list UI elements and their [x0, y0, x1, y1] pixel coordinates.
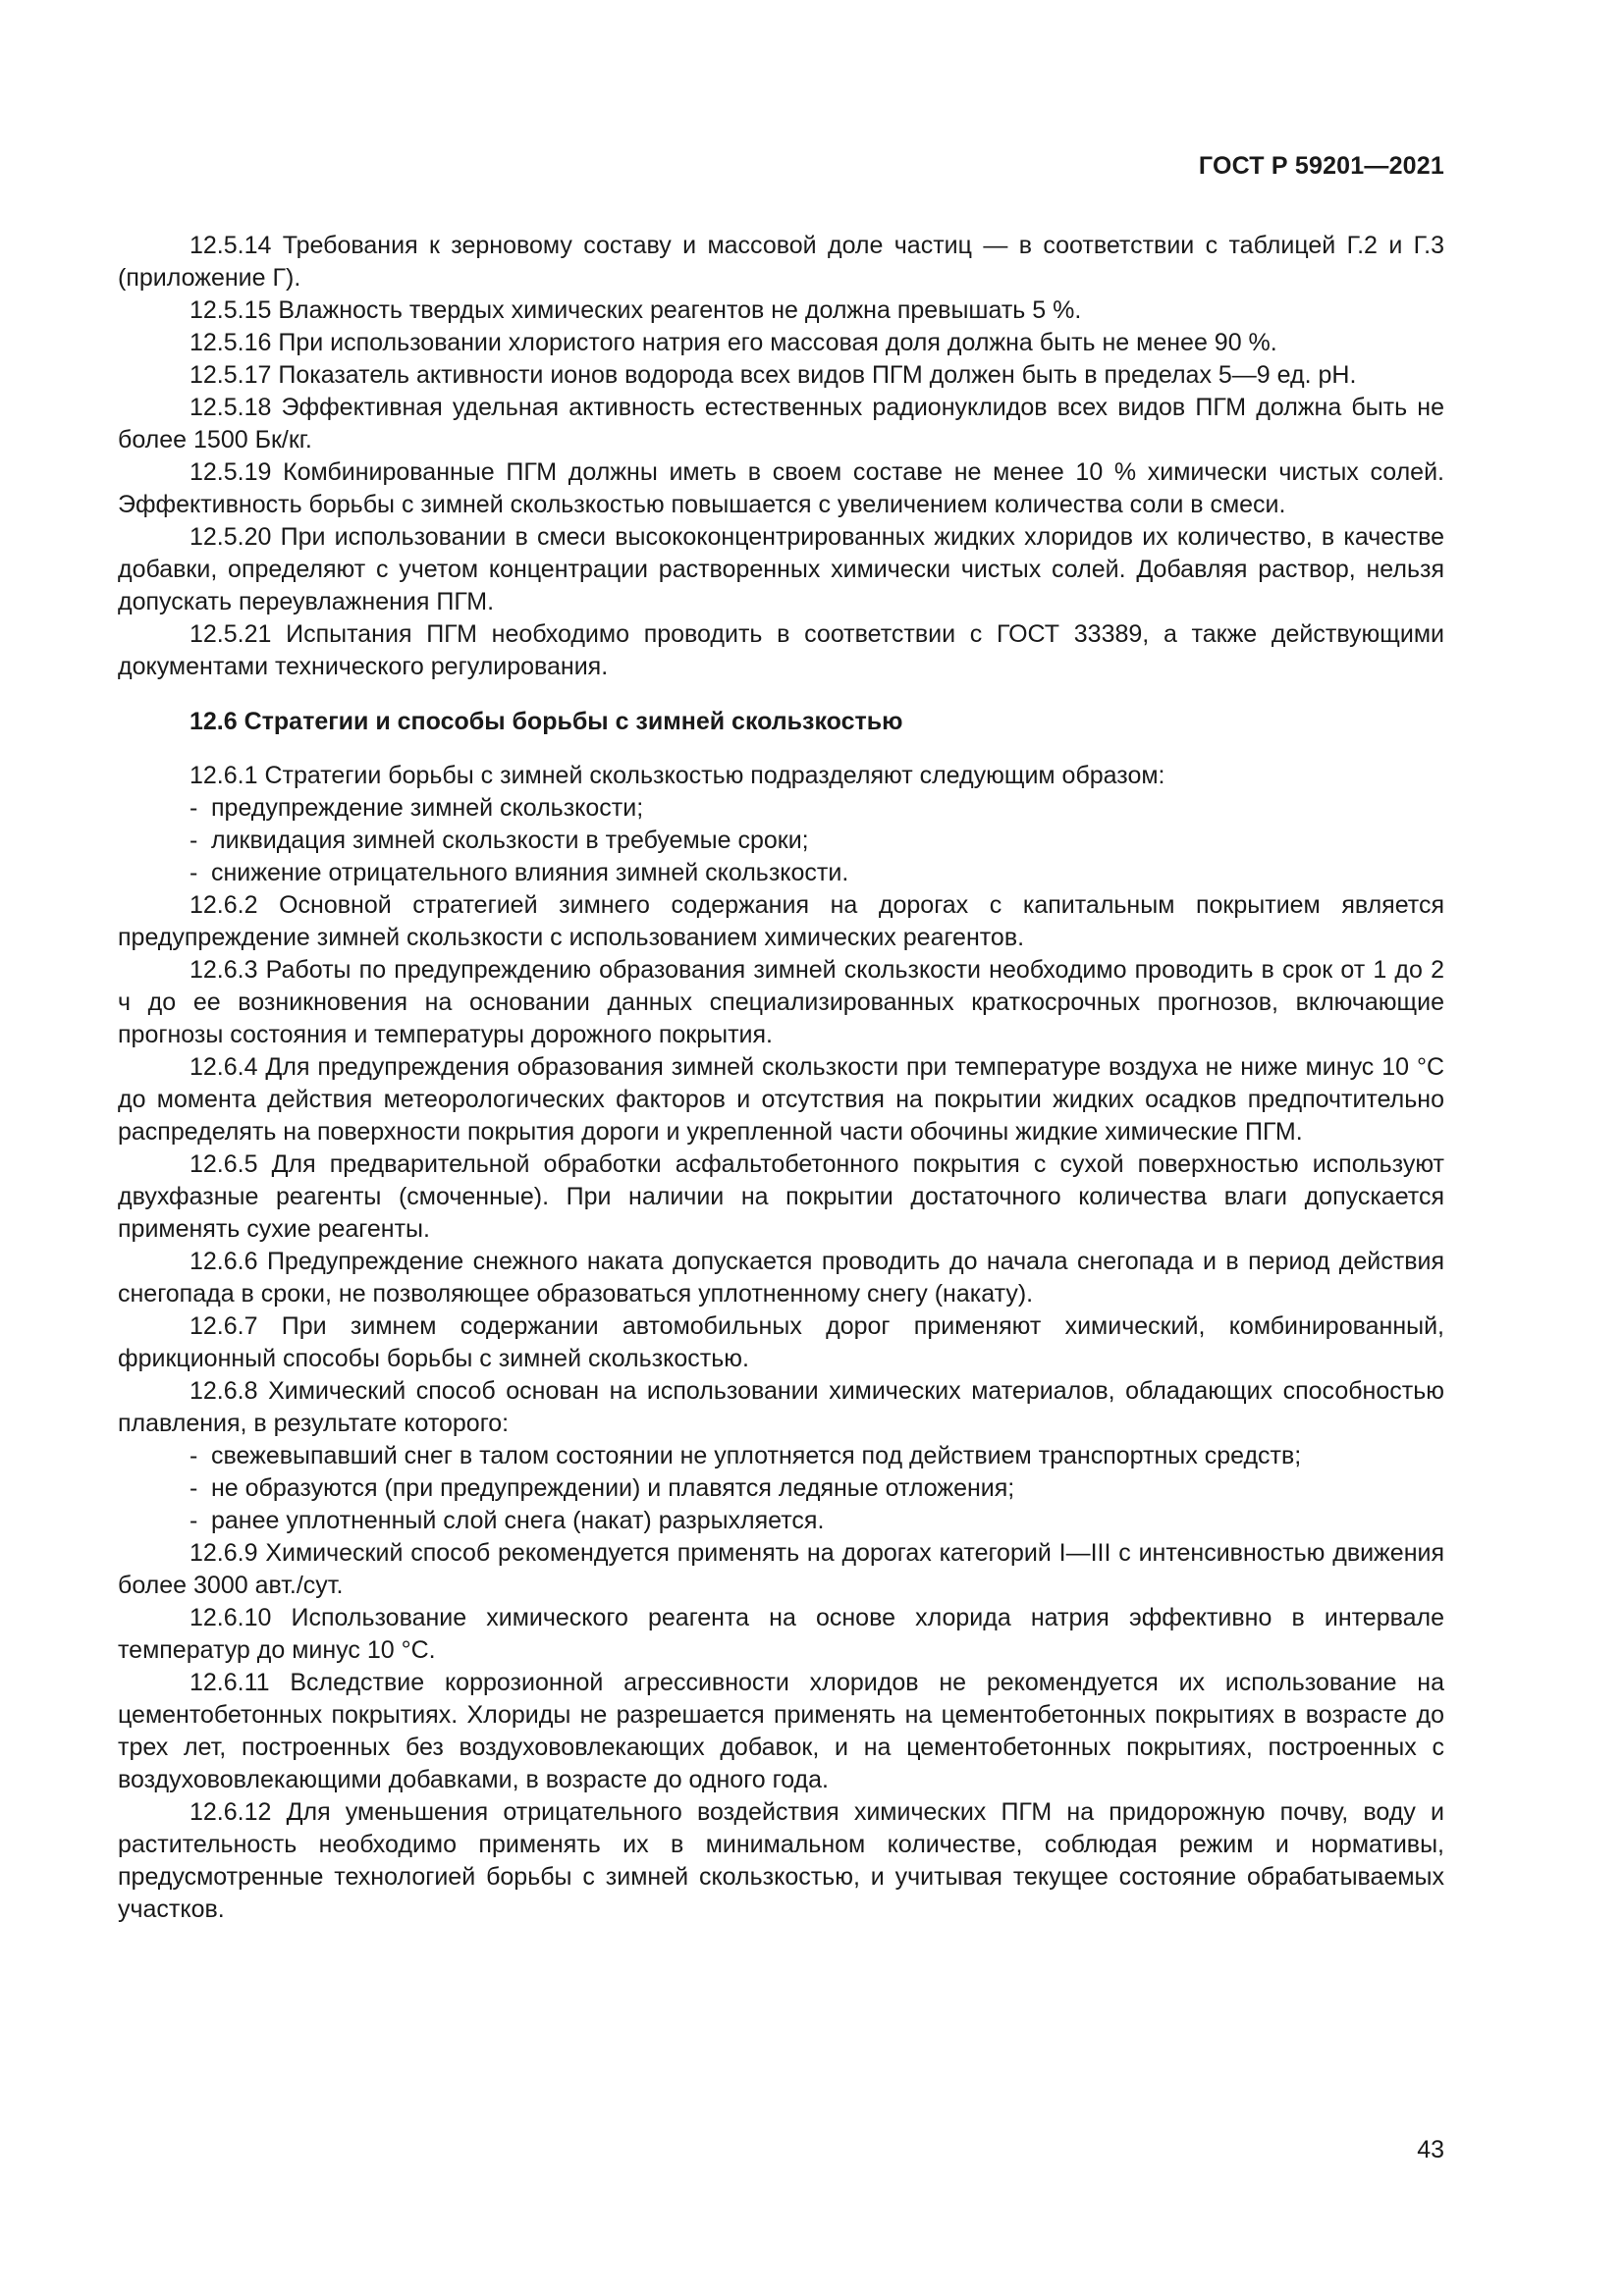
- list-dash: -: [189, 1442, 198, 1469]
- list-item: [118, 1505, 1444, 1537]
- paragraph-12-5-21: 12.5.21 Испытания ПГМ необходимо проводить в соответствии с ГОСТ 33389, а также действующими документами технического регулирования.: [118, 620, 1444, 680]
- paragraph-12-6-10: 12.6.10 Использование химического реагента на основе хлорида натрия эффективно в интервале температур до минус 10 °С.: [118, 1604, 1444, 1664]
- list-dash: -: [189, 794, 198, 822]
- page-number: 43: [1417, 2136, 1444, 2163]
- paragraph-12-5-18: 12.5.18 Эффективная удельная активность естественных радионуклидов всех видов ПГМ должна быть не более 1500 Бк/кг.: [118, 394, 1444, 454]
- paragraph-12-6-5: 12.6.5 Для предварительной обработки асфальтобетонного покрытия с сухой поверхностью используют двухфазные реагенты (смоченные). При наличии на покрытии достаточного количества влаги допускается применять сухие реагенты.: [118, 1150, 1444, 1243]
- paragraph-12-5-20: 12.5.20 При использовании в смеси высококонцентрированных жидких хлоридов их количество, в качестве добавки, определяют с учетом концентрации растворенных химически чистых солей. Добавляя раствор, нельзя допускать переувлажнения ПГМ.: [118, 523, 1444, 615]
- paragraph-12-6-3: 12.6.3 Работы по предупреждению образования зимней скользкости необходимо проводить в срок от 1 до 2 ч до ее возникновения на основании данных специализированных краткосрочных прогнозов, включающие прогнозы состояния и температуры дорожного покрытия.: [118, 956, 1444, 1048]
- paragraph-12-6-1: 12.6.1 Стратегии борьбы с зимней скользкостью подразделяют следующим образом:: [189, 762, 1165, 789]
- paragraph-12-6-6: 12.6.6 Предупреждение снежного наката допускается проводить до начала снегопада и в период действия снегопада в сроки, не позволяющее образоваться уплотненному снегу (накату).: [118, 1248, 1444, 1308]
- list-item: [118, 825, 1444, 857]
- list-item-text: ликвидация зимней скользкости в требуемые сроки;: [211, 827, 809, 854]
- paragraph-12-5-16: 12.5.16 При использовании хлористого натрия его массовая доля должна быть не менее 90 %.: [189, 329, 1277, 356]
- paragraph-12-6-9: 12.6.9 Химический способ рекомендуется применять на дорогах категорий I—III с интенсивностью движения более 3000 авт./сут.: [118, 1539, 1444, 1599]
- document-code-header: ГОСТ Р 59201—2021: [1198, 152, 1444, 180]
- list-item: [118, 792, 1444, 825]
- paragraph-12-5-14: 12.5.14 Требования к зерновому составу и массовой доле частиц — в соответствии с таблицей Г.2 и Г.3 (приложение Г).: [118, 232, 1444, 292]
- list-item-text: свежевыпавший снег в талом состоянии не уплотняется под действием транспортных средств;: [211, 1442, 1302, 1469]
- paragraph-12-6-7: 12.6.7 При зимнем содержании автомобильных дорог применяют химический, комбинированный, фрикционный способы борьбы с зимней скользкостью.: [118, 1312, 1444, 1372]
- paragraph-12-6-4: 12.6.4 Для предупреждения образования зимней скользкости при температуре воздуха не ниже минус 10 °С до момента действия метеорологических факторов и отсутствия на покрытии жидких осадков предпочтительно распределять на поверхности покрытия дороги и укрепленной части обочины жидкие химические ПГМ.: [118, 1053, 1444, 1146]
- paragraph-12-6-12: 12.6.12 Для уменьшения отрицательного воздействия химических ПГМ на придорожную почву, воду и растительность необходимо применять их в минимальном количестве, соблюдая режим и нормативы, предусмотренные технологией борьбы с зимней скользкостью, и учитывая текущее состояние обрабатываемых участков.: [118, 1798, 1444, 1923]
- list-dash: -: [189, 1474, 198, 1502]
- list-dash: -: [189, 859, 198, 886]
- list-item-text: не образуются (при предупреждении) и плавятся ледяные отложения;: [211, 1474, 1015, 1502]
- list-item: [118, 1472, 1444, 1505]
- list-item-text: ранее уплотненный слой снега (накат) разрыхляется.: [211, 1507, 825, 1534]
- list-dash: -: [189, 827, 198, 854]
- list-item: [118, 857, 1444, 889]
- paragraph-12-5-17: 12.5.17 Показатель активности ионов водорода всех видов ПГМ должен быть в пределах 5—9 ед. рН.: [189, 361, 1357, 389]
- list-dash: -: [189, 1507, 198, 1534]
- paragraph-12-6-2: 12.6.2 Основной стратегией зимнего содержания на дорогах с капитальным покрытием является предупреждение зимней скользкости с использованием химических реагентов.: [118, 891, 1444, 951]
- list-item: [118, 1440, 1444, 1472]
- paragraph-12-5-19: 12.5.19 Комбинированные ПГМ должны иметь в своем составе не менее 10 % химически чистых солей. Эффективность борьбы с зимней скользкостью повышается с увеличением количества соли в смеси.: [118, 458, 1444, 518]
- document-body: [118, 230, 1444, 1926]
- list-item-text: снижение отрицательного влияния зимней скользкости.: [211, 859, 849, 886]
- section-heading-12-6: 12.6 Стратегии и способы борьбы с зимней скользкостью: [189, 708, 903, 735]
- paragraph-12-6-8: 12.6.8 Химический способ основан на использовании химических материалов, обладающих способностью плавления, в результате которого:: [118, 1377, 1444, 1437]
- paragraph-12-6-11: 12.6.11 Вследствие коррозионной агрессивности хлоридов не рекомендуется их использование на цементобетонных покрытиях. Хлориды не разрешается применять на цементобетонных покрытиях в возрасте до трех лет, построенных без воздухововлекающих добавок, и на цементобетонных покрытиях, построенных с воздухововлекающими добавками, в возрасте до одного года.: [118, 1669, 1444, 1793]
- paragraph-12-5-15: 12.5.15 Влажность твердых химических реагентов не должна превышать 5 %.: [189, 296, 1082, 324]
- list-item-text: предупреждение зимней скользкости;: [211, 794, 644, 822]
